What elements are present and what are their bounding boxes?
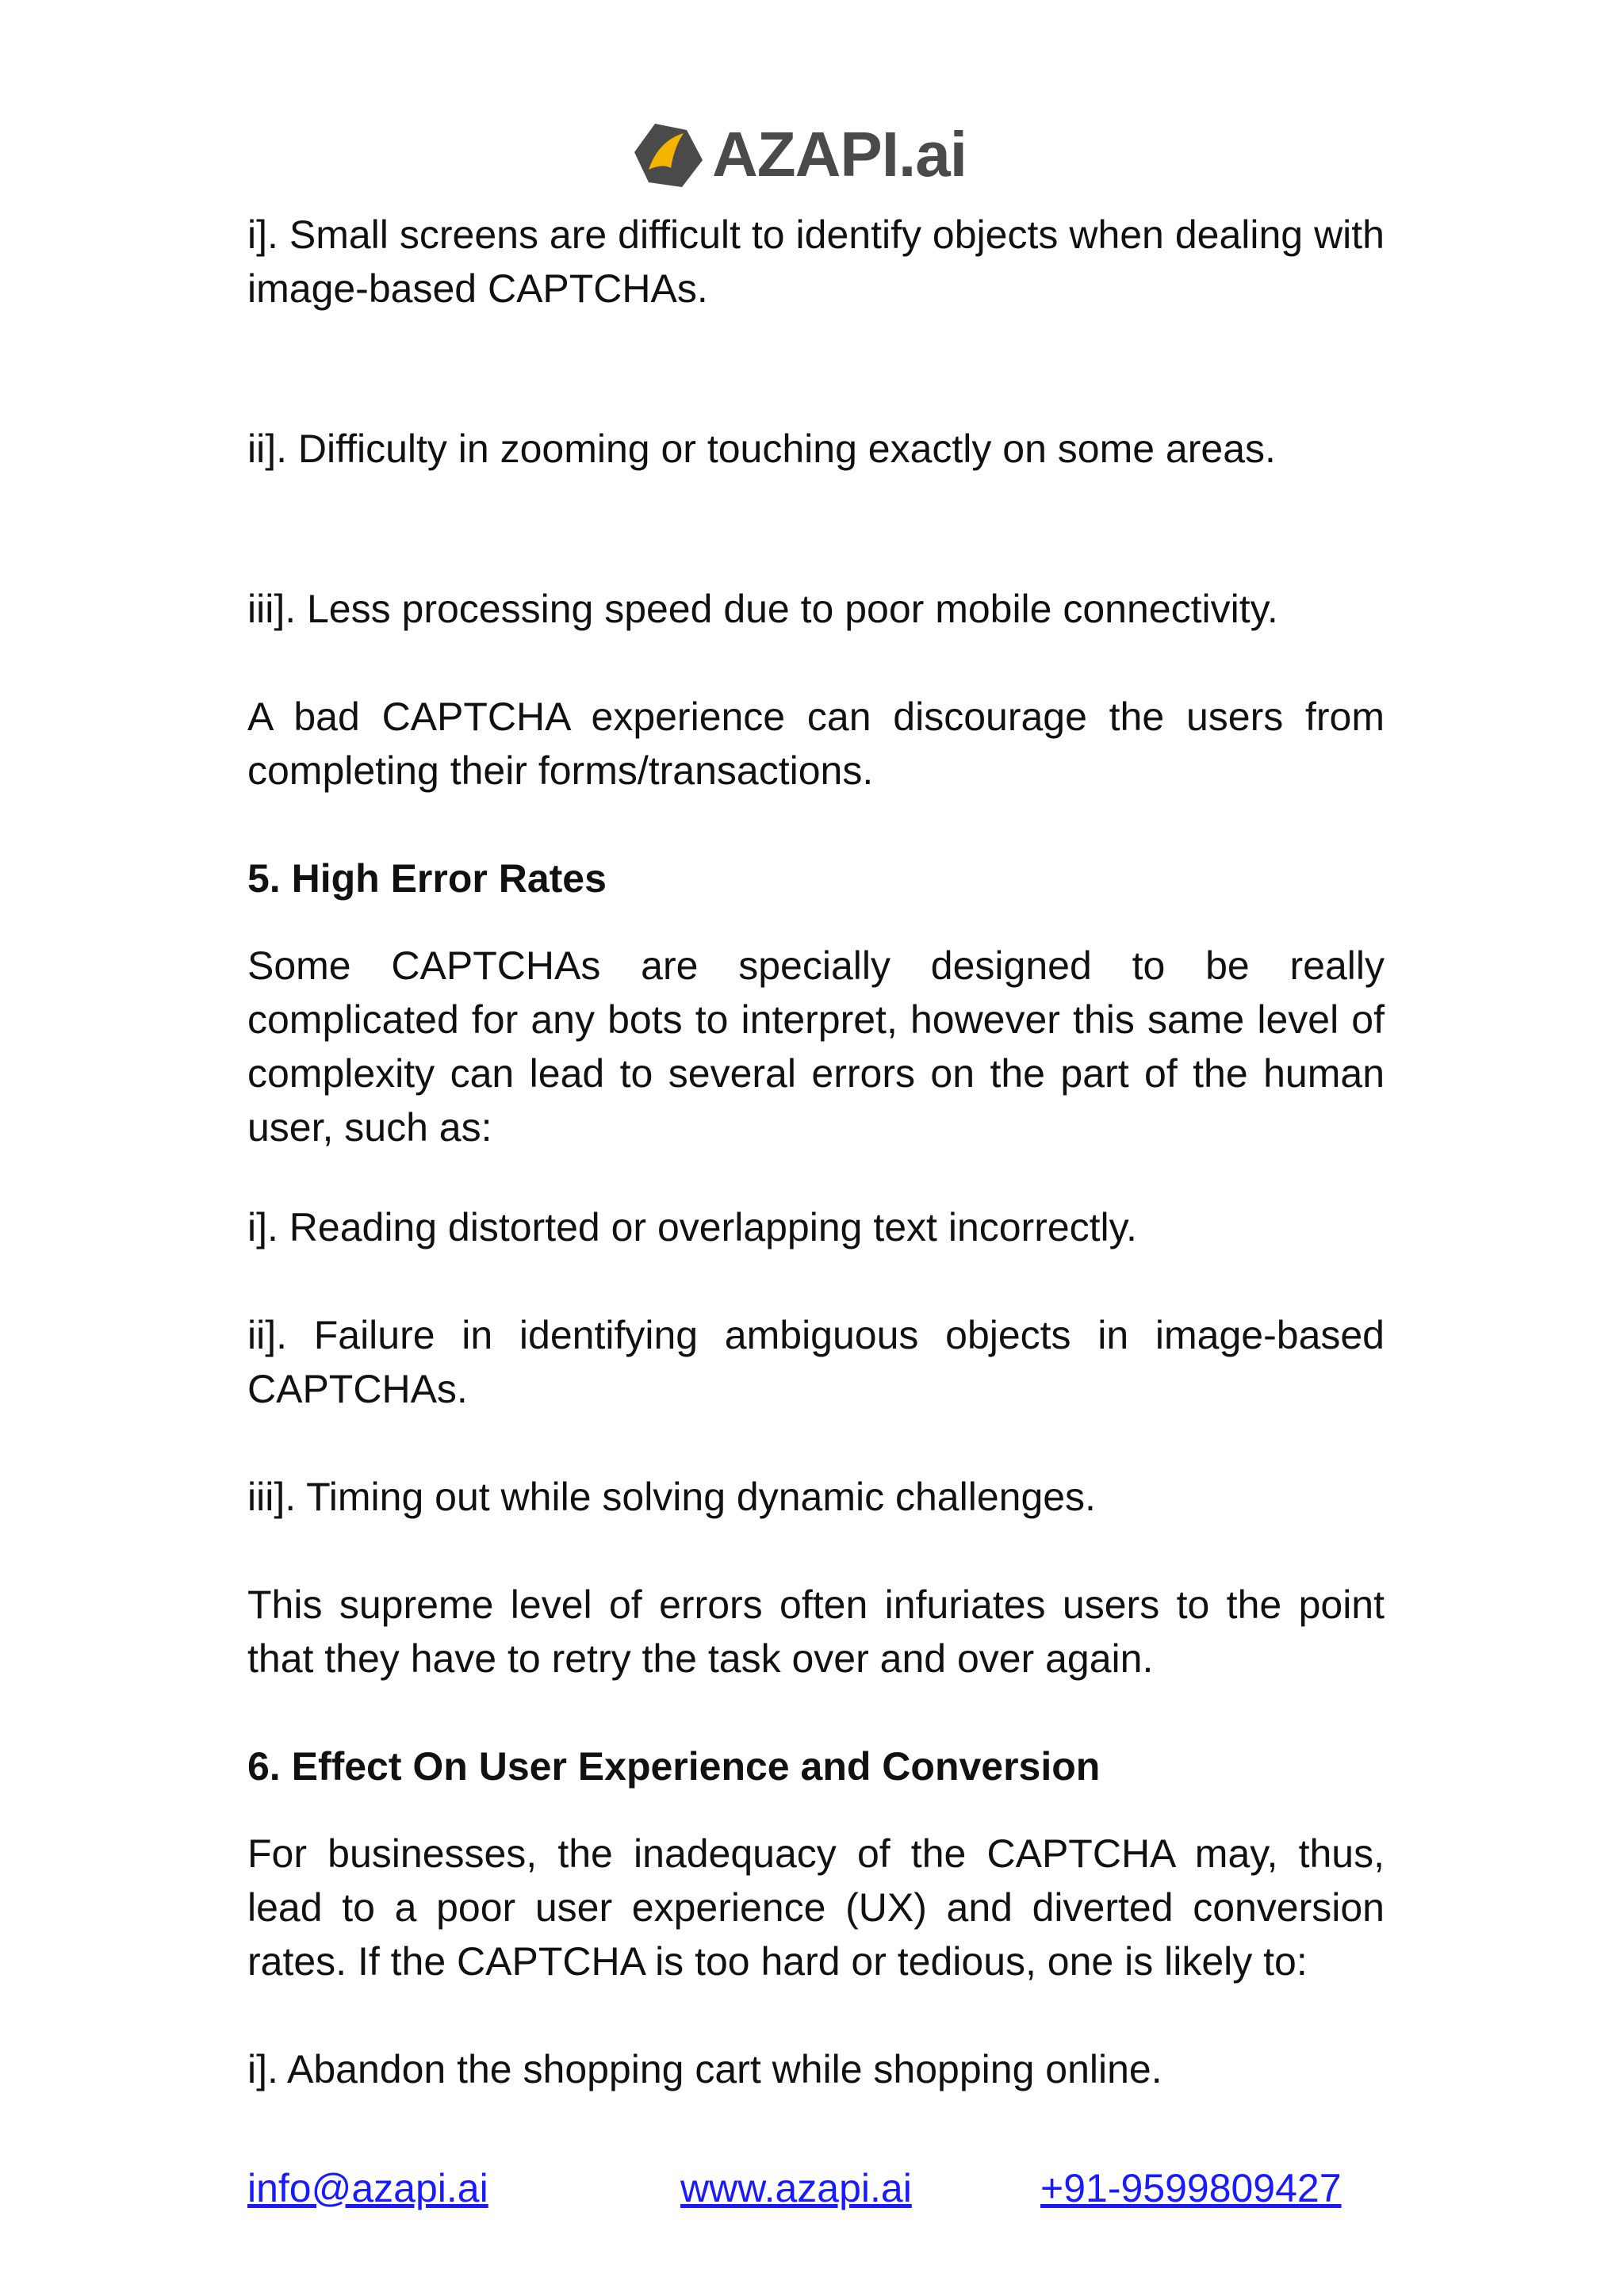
paragraph-businesses: For businesses, the inadequacy of the CAPTCHA may, thus, lead to a poor user experience (UX) and diverted conversion rates. If the CAPTCHA is too hard or tedious, one is likely to:: [247, 1831, 1385, 1984]
paragraph-errors-infuriate: This supreme level of errors often infuriates users to the point that they have to retry the task over and over again.: [247, 1582, 1385, 1681]
list-item-abandon-cart: i]. Abandon the shopping cart while shopping online.: [247, 2047, 1162, 2091]
list-item-distorted-text: i]. Reading distorted or overlapping text incorrectly.: [247, 1205, 1137, 1249]
list-item-ambiguous-objects: ii]. Failure in identifying ambiguous objects in image-based CAPTCHAs.: [247, 1313, 1385, 1411]
list-item-timing-out: iii]. Timing out while solving dynamic challenges.: [247, 1475, 1096, 1519]
header-logo: [631, 119, 967, 190]
list-item-processing-speed: iii]. Less processing speed due to poor mobile connectivity.: [247, 587, 1278, 631]
phone-link[interactable]: +91-9599809427: [1040, 2166, 1342, 2210]
azapi-logo-icon: [631, 119, 704, 190]
section-heading-user-experience: 6. Effect On User Experience and Conversion: [247, 1744, 1101, 1789]
logo-text: AZAPI.ai: [712, 119, 967, 189]
paragraph-bad-captcha: A bad CAPTCHA experience can discourage the users from completing their forms/transactions.: [247, 695, 1385, 793]
website-link[interactable]: www.azapi.ai: [680, 2166, 912, 2210]
document-body: [247, 208, 1385, 2096]
email-link[interactable]: info@azapi.ai: [247, 2166, 488, 2210]
paragraph-complicated-captchas: Some CAPTCHAs are specially designed to be really complicated for any bots to interpret, however this same level of complexity can lead to several errors on the part of the human user, such as:: [247, 943, 1385, 1150]
list-item-zooming: ii]. Difficulty in zooming or touching exactly on some areas.: [247, 427, 1276, 471]
section-heading-high-error-rates: 5. High Error Rates: [247, 856, 607, 901]
footer: [247, 2161, 1385, 2217]
list-item-small-screens: i]. Small screens are difficult to identify objects when dealing with image-based CAPTCHAs.: [247, 212, 1385, 311]
